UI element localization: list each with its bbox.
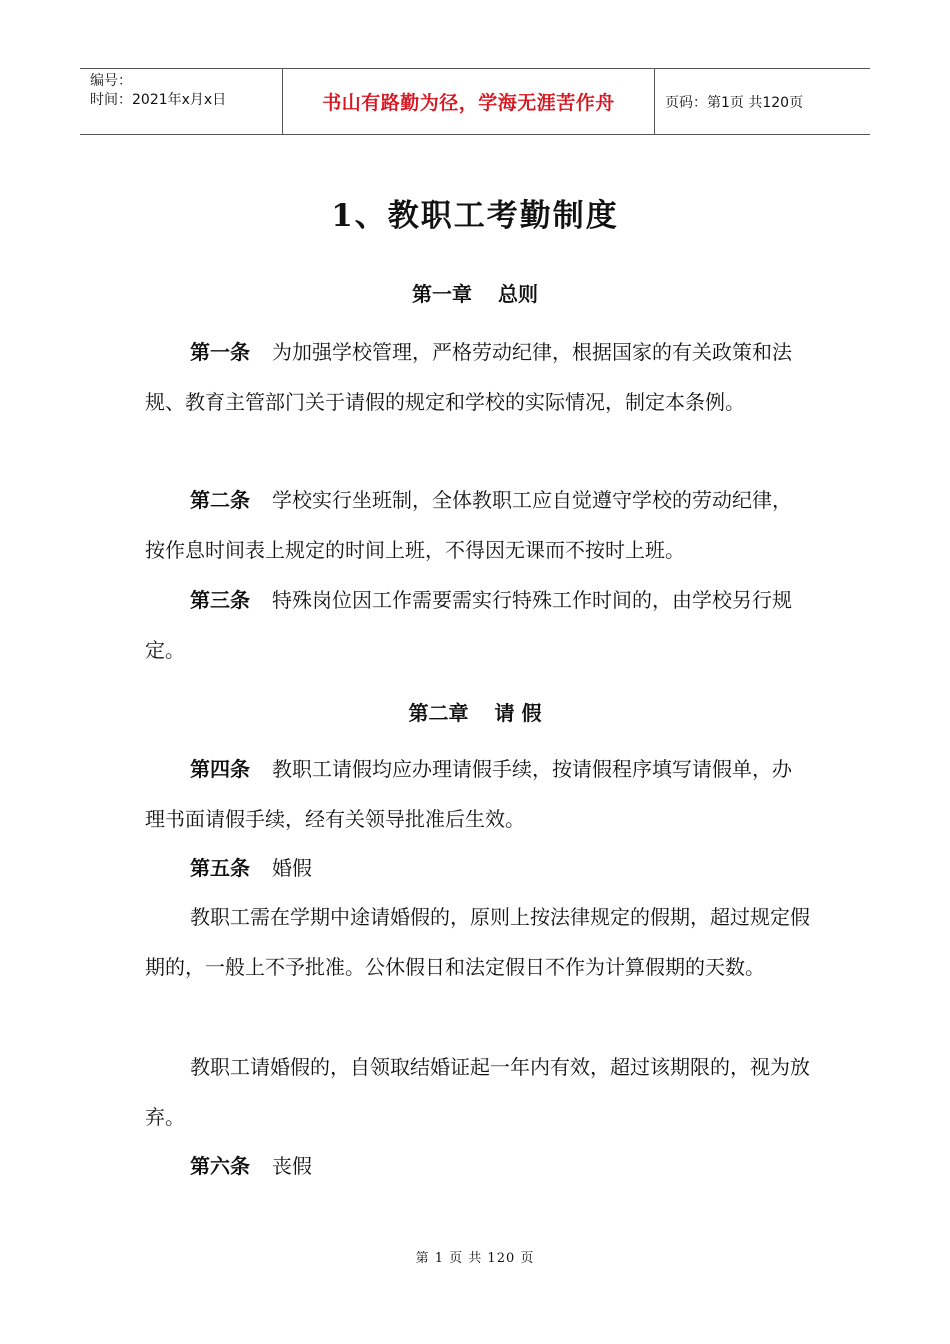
article-4-text: 教职工请假均应办理请假手续，按请假程序填写请假单，办理书面请假手续，经有关领导批准后生效。 [145, 757, 792, 831]
article-2 [145, 476, 810, 575]
article-5 [145, 844, 810, 894]
article-4 [145, 745, 810, 844]
number-label: 编号： [90, 73, 132, 89]
article-1-text: 为加强学校管理，严格劳动纪律，根据国家的有关政策和法规、教育主管部门关于请假的规定和学校的实际情况，制定本条例。 [145, 340, 792, 414]
article-2-text: 学校实行坐班制，全体教职工应自觉遵守学校的劳动纪律，按作息时间表上规定的时间上班，不得因无课而不按时上班。 [145, 488, 792, 562]
article-5-label: 第五条 [190, 856, 250, 880]
chapter-2-number: 第二章 [408, 701, 469, 725]
chapter-1-heading [0, 278, 950, 307]
document-title: 1、教职工考勤制度 [331, 198, 619, 234]
marriage-paragraph-2 [145, 1043, 810, 1142]
marriage-paragraph-1-text: 教职工需在学期中途请婚假的，原则上按法律规定的假期，超过规定假期的，一般上不予批准。公休假日和法定假日不作为计算假期的天数。 [145, 905, 810, 979]
document-header [80, 68, 870, 135]
article-3-label: 第三条 [190, 588, 250, 612]
marriage-paragraph-1 [145, 893, 810, 992]
article-6 [145, 1142, 810, 1192]
article-1 [145, 328, 810, 427]
chapter-2-name: 请 假 [494, 701, 542, 725]
marriage-paragraph-2-text: 教职工请婚假的，自领取结婚证起一年内有效，超过该期限的，视为放弃。 [145, 1055, 810, 1129]
header-meta-cell [80, 69, 282, 134]
article-3-text: 特殊岗位因工作需要需实行特殊工作时间的，由学校另行规定。 [145, 588, 792, 662]
page-info: 页码：第1页 共120页 [665, 94, 804, 111]
chapter-1-name: 总则 [498, 282, 538, 306]
article-5-text: 婚假 [272, 856, 312, 880]
article-1-label: 第一条 [190, 340, 250, 364]
article-6-text: 丧假 [272, 1154, 312, 1178]
header-motto-cell [282, 69, 655, 134]
page-footer: 第 1 页 共 120 页 [415, 1251, 535, 1266]
article-4-label: 第四条 [190, 757, 250, 781]
article-2-label: 第二条 [190, 488, 250, 512]
chapter-2-heading [0, 697, 950, 726]
article-3 [145, 576, 810, 675]
time-label: 时间：2021年x月x日 [90, 92, 227, 108]
chapter-1-number: 第一章 [412, 282, 472, 306]
header-page-cell [655, 69, 870, 134]
motto-text: 书山有路勤为径，学海无涯苦作舟 [322, 92, 615, 114]
article-6-label: 第六条 [190, 1154, 250, 1178]
